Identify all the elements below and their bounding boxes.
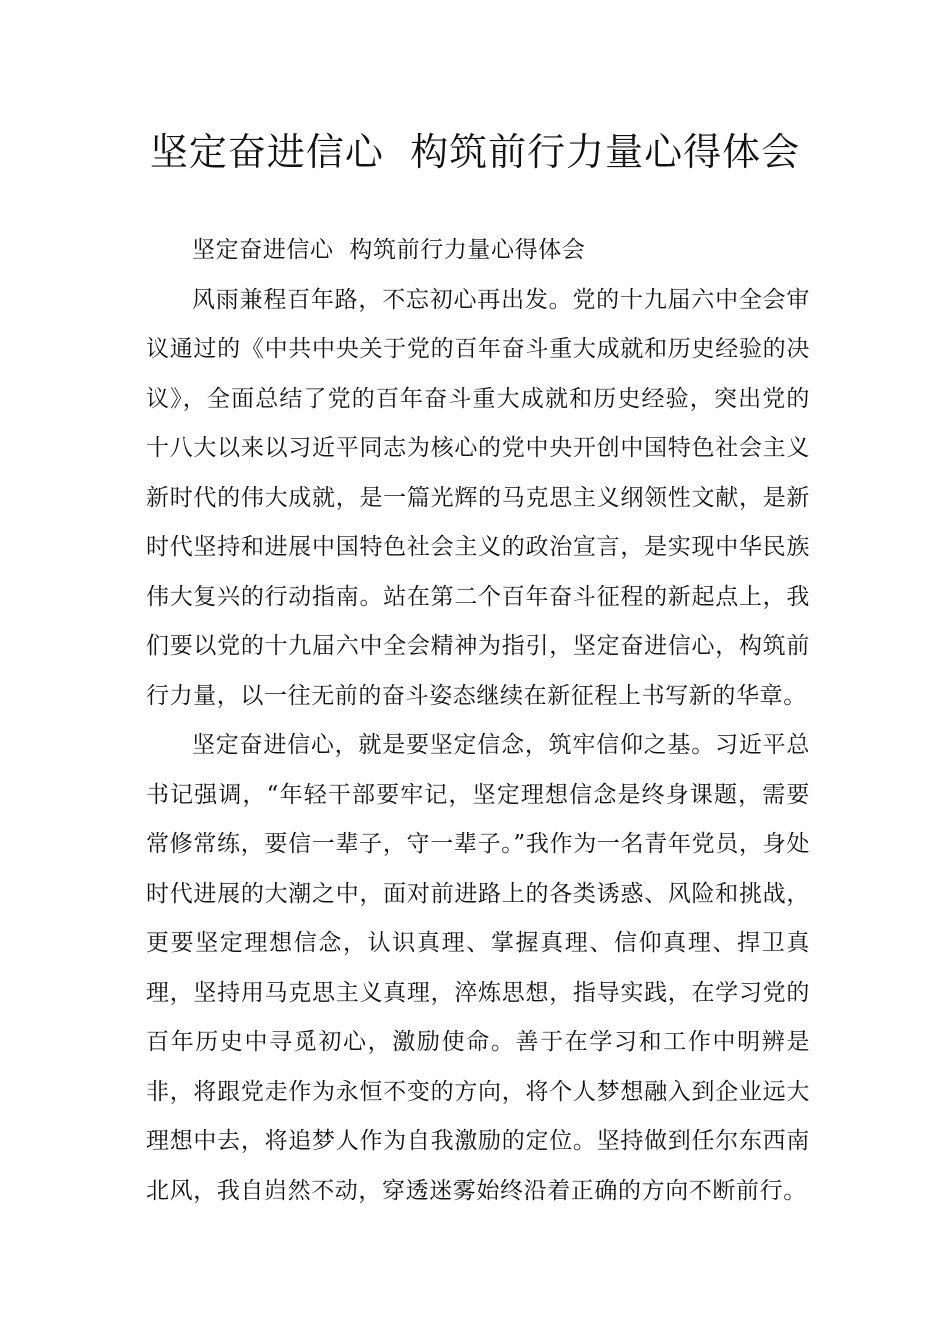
body-paragraph: 风雨兼程百年路，不忘初心再出发。党的十九届六中全会审议通过的《中共中央关于党的百年奋斗重大成就和历史经验的决议》，全面总结了党的百年奋斗重大成就和历史经验，突出党的十八大以来以习近平同志为核心的党中央开创中国特色社会主义新时代的伟大成就，是一篇光辉的马克思主义纲领性文献，是新时代坚持和进展中国特色社会主义的政治宣言，是实现中华民族伟大复兴的行动指南。站在第二个百年奋斗征程的新起点上，我们要以党的十九届六中全会精神为指引，坚定奋进信心，构筑前行力量，以一往无前的奋斗姿态继续在新征程上书写新的华章。 xyxy=(146,286,810,709)
body-paragraph: 坚定奋进信心，就是要坚定信念，筑牢信仰之基。习近平总书记强调，“年轻干部要牢记，坚定理想信念是终身课题，需要常修常练，要信一辈子，守一辈子。”我作为一名青年党员，身处时代进展的大潮之中，面对前进路上的各类诱惑、风险和挑战，更要坚定理想信念，认识真理、掌握真理、信仰真理、捍卫真理，坚持用马克思主义真理，淬炼思想，指导实践，在学习党的百年历史中寻觅初心，激励使命。善于在学习和工作中明辨是非，将跟党走作为永恒不变的方向，将个人梦想融入到企业远大理想中去，将追梦人作为自我激励的定位。坚持做到任尔东西南北风，我自岿然不动，穿透迷雾始终沿着正确的方向不断前行。 xyxy=(146,732,810,1204)
document-title: 坚定奋进信心 构筑前行力量心得体会 xyxy=(149,130,801,174)
document-body xyxy=(146,226,810,1216)
subtitle-paragraph: 坚定奋进信心 构筑前行力量心得体会 xyxy=(192,237,586,263)
